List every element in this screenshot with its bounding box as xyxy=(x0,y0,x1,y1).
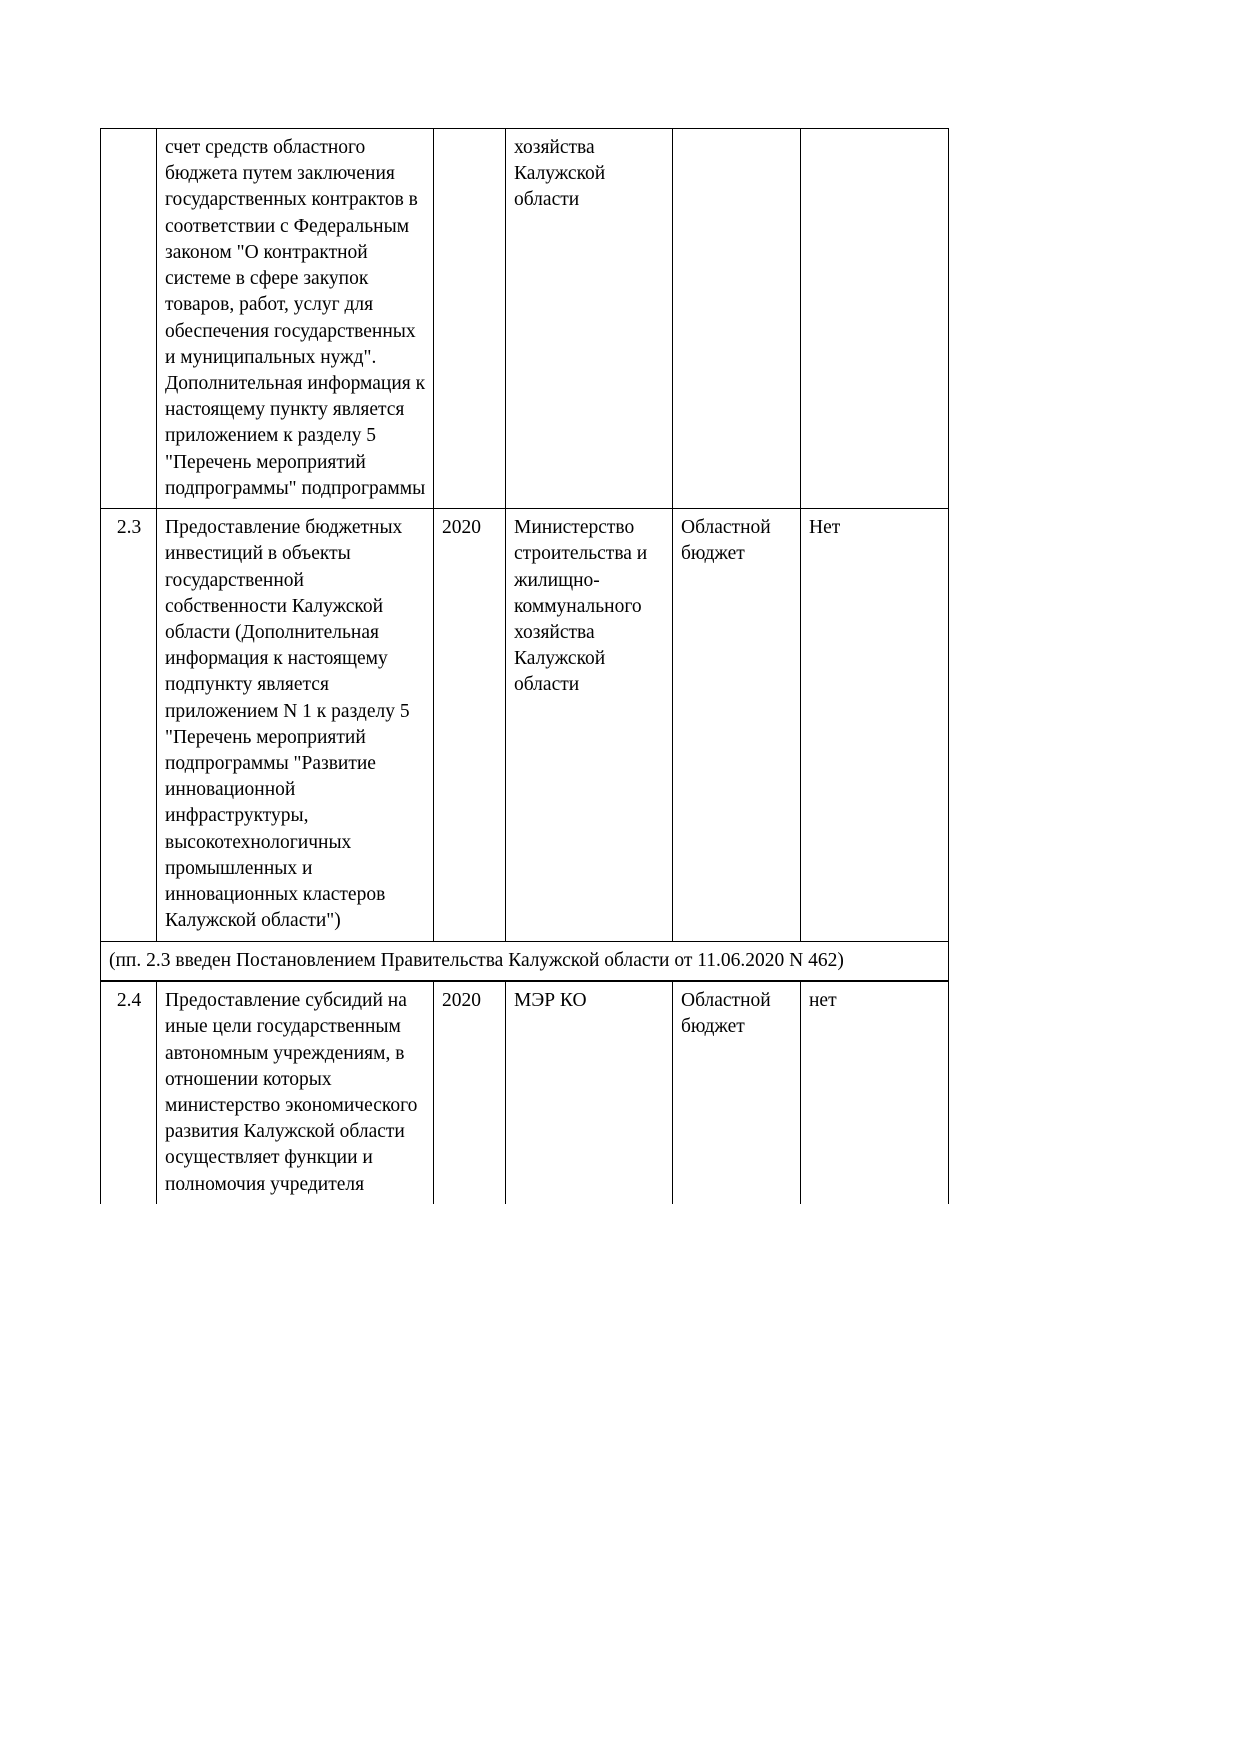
row-description-cell: счет средств областного бюджета путем заключения государственных контрактов в соответствии с Федеральным законом "О контрактной системе в сфере закупок товаров, работ, услуг для обеспечения государственных и муниципальных нужд". Дополнительная информация к настоящему пункту является приложением к разделу 5 "Перечень мероприятий подпрограммы" подпрограммы xyxy=(157,129,434,509)
row-executor-cell: МЭР КО xyxy=(506,982,673,1204)
row-number-cell xyxy=(101,129,157,509)
row-flag-cell: Нет xyxy=(801,509,949,942)
row-description-cell: Предоставление бюджетных инвестиций в объекты государственной собственности Калужской области (Дополнительная информация к настоящему подпункту является приложением N 1 к разделу 5 "Перечень мероприятий подпрограммы "Развитие инновационной инфраструктуры, высокотехнологичных промышленных и инновационных кластеров Калужской области") xyxy=(157,509,434,942)
measures-table xyxy=(100,128,949,981)
table-row xyxy=(101,129,949,509)
table-row xyxy=(101,982,949,1204)
row-number-cell: 2.3 xyxy=(101,509,157,942)
row-flag-cell xyxy=(801,129,949,509)
page-bottom-clip xyxy=(100,981,1144,1263)
amendment-note: (пп. 2.3 введен Постановлением Правительства Калужской области от 11.06.2020 N 462) xyxy=(101,941,949,981)
amendment-note-row xyxy=(101,941,949,981)
row-source-cell xyxy=(673,129,801,509)
row-number-cell: 2.4 xyxy=(101,982,157,1204)
row-year-cell: 2020 xyxy=(434,509,506,942)
row-year-cell: 2020 xyxy=(434,982,506,1204)
row-flag-cell: нет xyxy=(801,982,949,1204)
row-executor-cell: хозяйства Калужской области xyxy=(506,129,673,509)
row-year-cell xyxy=(434,129,506,509)
row-description-cell: Предоставление субсидий на иные цели государственным автономным учреждениям, в отношении которых министерство экономического развития Калужской области осуществляет функции и полномочия учредителя xyxy=(157,982,434,1204)
measures-table-continued xyxy=(100,981,949,1204)
row-executor-cell: Министерство строительства и жилищно-коммунального хозяйства Калужской области xyxy=(506,509,673,942)
table-row xyxy=(101,509,949,942)
row-source-cell: Областной бюджет xyxy=(673,982,801,1204)
row-source-cell: Областной бюджет xyxy=(673,509,801,942)
